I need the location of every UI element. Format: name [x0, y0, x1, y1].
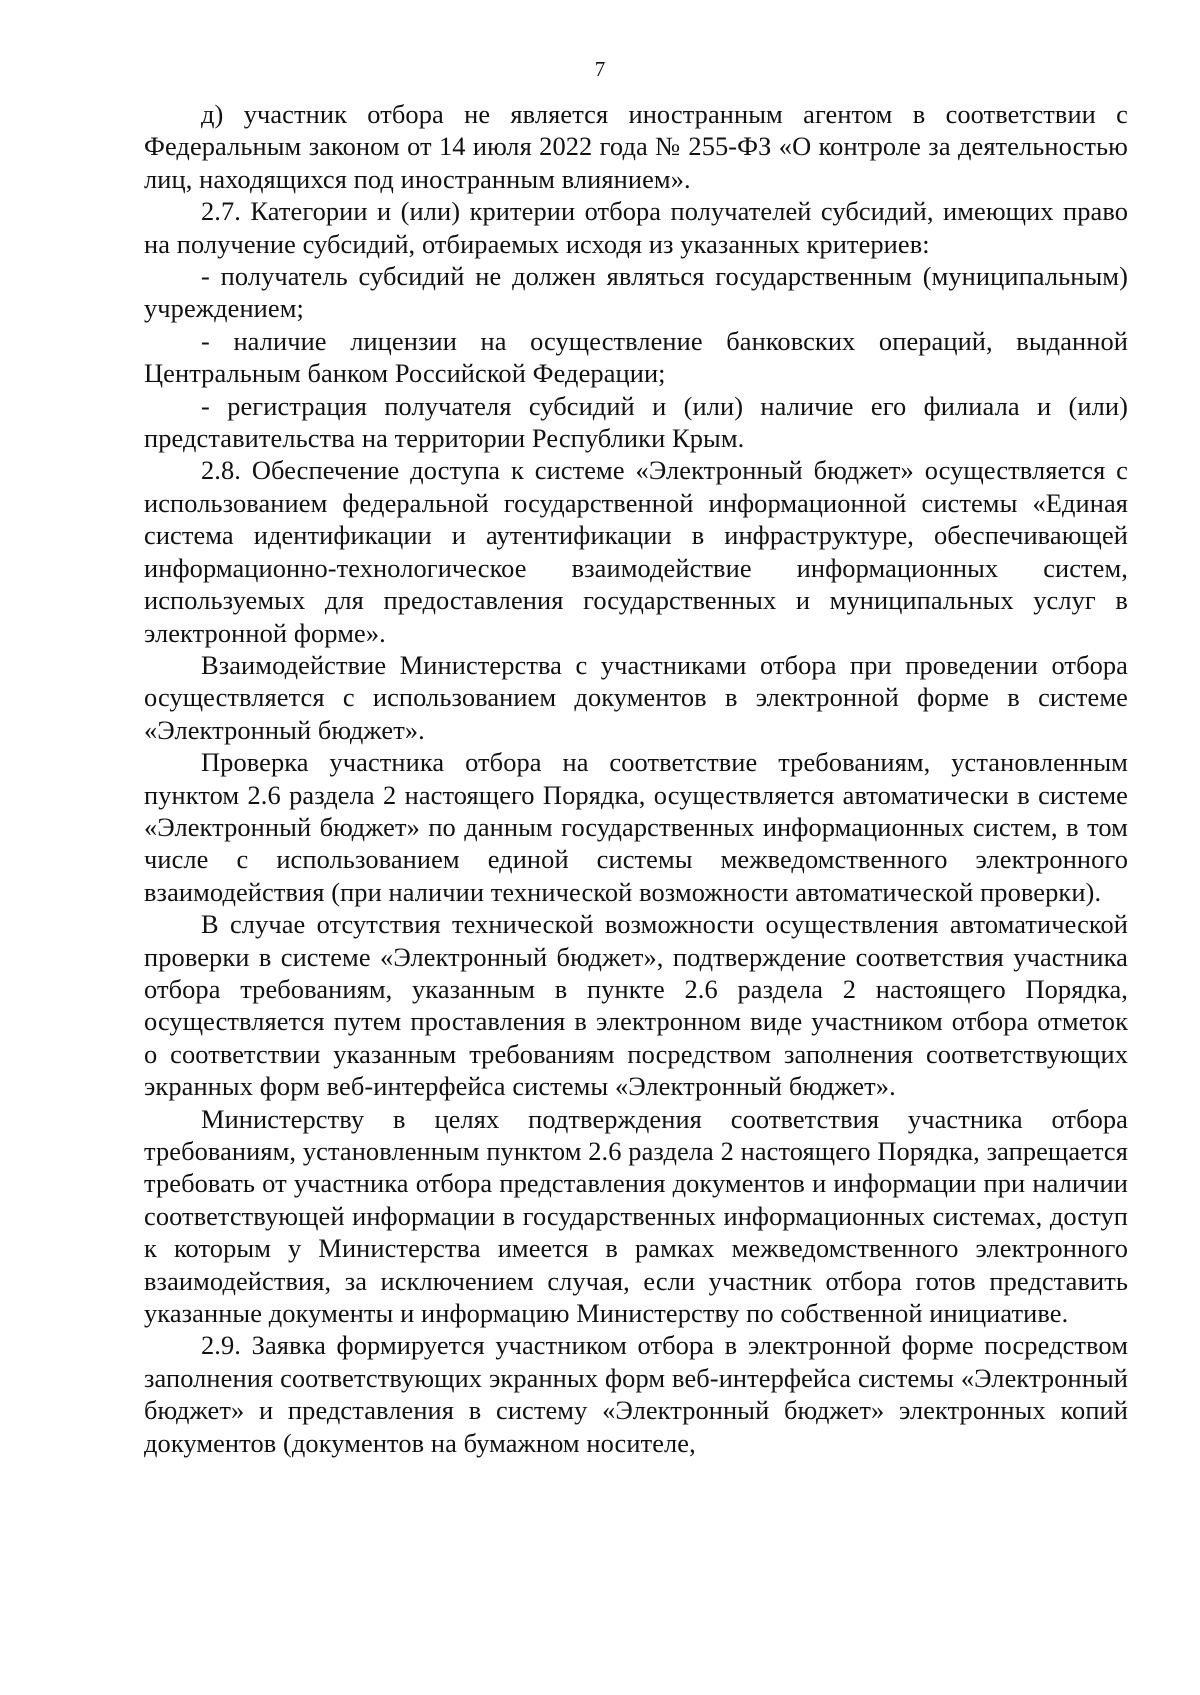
paragraph-ministry-prohibition: Министерству в целях подтверждения соответствия участника отбора требованиям, установленным пунктом 2.6 раздела 2 настоящего Порядка, запрещается требовать от участника отбора представления документов и информации при наличии соответствующей информации в государственных информационных системах, доступ к которым у Министерства имеется в рамках межведомственного электронного взаимодействия, за исключением случая, если участник отбора готов представить указанные документы и информацию Министерству по собственной инициативе. — [144, 1103, 1128, 1329]
paragraph-2-9-application: 2.9. Заявка формируется участником отбора в электронной форме посредством заполнения соответствующих экранных форм веб-интерфейса системы «Электронный бюджет» и представления в систему «Электронный бюджет» электронных копий документов (документов на бумажном носителе, — [144, 1330, 1128, 1458]
paragraph-ministry-interaction: Взаимодействие Министерства с участниками отбора при проведении отбора осуществляется с использованием документов в электронной форме в системе «Электронный бюджет». — [144, 649, 1128, 745]
paragraph-2-8-system-access: 2.8. Обеспечение доступа к системе «Электронный бюджет» осуществляется с использованием федеральной государственной информационной системы «Единая система идентификации и аутентификации в инфраструктуре, обеспечивающей информационно-технологическое взаимодействие информационных систем, используемых для предоставления государственных и муниципальных услуг в электронной форме». — [144, 455, 1128, 648]
criterion-banking-license: - наличие лицензии на осуществление банковских операций, выданной Центральным банком Российской Федерации; — [144, 325, 1128, 389]
criterion-not-state-institution: - получатель субсидий не должен являться государственным (муниципальным) учреждением; — [144, 261, 1128, 324]
paragraph-no-automatic-check: В случае отсутствия технической возможности осуществления автоматической проверки в системе «Электронный бюджет», подтверждение соответствия участника отбора требованиям, указанным в пункте 2.6 раздела 2 настоящего Порядка, осуществляется путем проставления в электронном виде участником отбора отметок о соответствии указанным требованиям посредством заполнения соответствующих экранных форм веб-интерфейса системы «Электронный бюджет». — [144, 909, 1128, 1102]
paragraph-foreign-agent: д) участник отбора не является иностранным агентом в соответствии с Федеральным законом от 14 июля 2022 года № 255-ФЗ «О контроле за деятельностью лиц, находящихся под иностранным влиянием». — [144, 99, 1128, 194]
criterion-registration-crimea: - регистрация получателя субсидий и (или) наличие его филиала и (или) представительства на территории Республики Крым. — [144, 390, 1128, 454]
page-number: 7 — [594, 57, 606, 81]
paragraph-2-7-criteria: 2.7. Категории и (или) критерии отбора получателей субсидий, имеющих право на получение субсидий, отбираемых исходя из указанных критериев: — [144, 196, 1128, 259]
paragraph-participant-check: Проверка участника отбора на соответствие требованиям, установленным пунктом 2.6 раздела 2 настоящего Порядка, осуществляется автоматически в системе «Электронный бюджет» по данным государственных информационных систем, в том числе с использованием единой системы межведомственного электронного взаимодействия (при наличии технической возможности автоматической проверки). — [144, 747, 1128, 907]
document-body — [144, 98, 1128, 1459]
